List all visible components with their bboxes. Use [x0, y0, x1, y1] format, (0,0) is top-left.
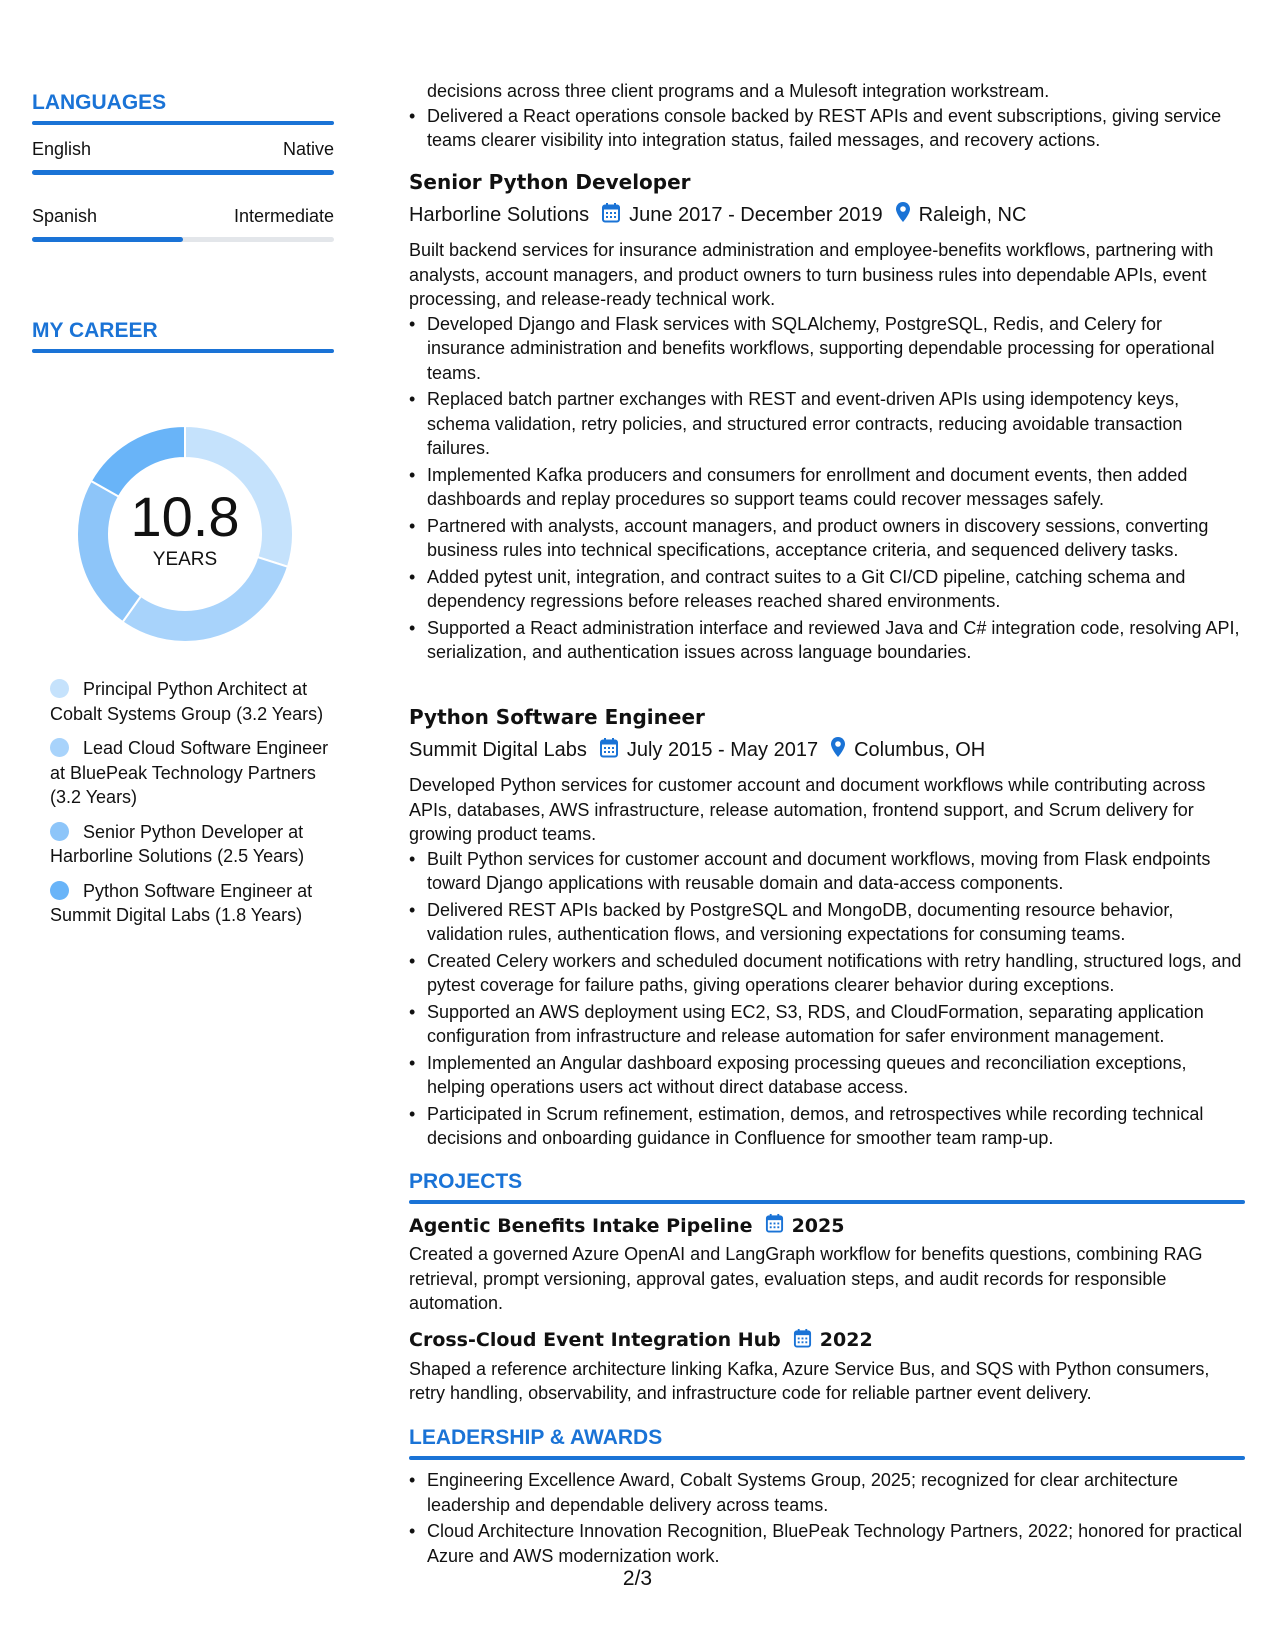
- project-description: Created a governed Azure OpenAI and LangGraph workflow for benefits questions, combining RAG retrieval, prompt versioning, approval gates, evaluation steps, and audit records for responsible automation.: [409, 1244, 1203, 1313]
- job-dates: July 2015 - May 2017: [626, 738, 819, 761]
- total-years-label: YEARS: [152, 549, 218, 570]
- list-item: • Added pytest unit, integration, and contract suites to a Git CI/CD pipeline, catching schema and dependency regressions before releases reached shared environments.: [427, 565, 1245, 614]
- job-entry: [409, 170, 1245, 667]
- continued-line: decisions across three client programs and a Mulesoft integration workstream.: [427, 81, 1050, 101]
- project-item: [409, 1213, 1245, 1316]
- project-name: Cross-Cloud Event Integration Hub: [409, 1329, 781, 1351]
- legend-item: [50, 879, 340, 928]
- language-level: Intermediate: [233, 206, 334, 226]
- legend-swatch: [50, 738, 69, 757]
- job-location: Raleigh, NC: [918, 203, 1027, 226]
- job-summary: Built backend services for insurance administration and employee-benefits workflows, partnering with analysts, account managers, and product owners to turn business rules into dependable APIs, event processing, and release-ready technical work.: [409, 240, 1214, 309]
- leadership-title: LEADERSHIP & AWARDS: [409, 1426, 663, 1449]
- job-title: Python Software Engineer: [409, 705, 705, 729]
- projects-section: [409, 1170, 1245, 1406]
- legend-label: Python Software Engineer at Summit Digital Labs (1.8 Years): [50, 880, 313, 925]
- list-item: • Delivered a React operations console backed by REST APIs and event subscriptions, giving service teams clearer visibility into integration status, failed messages, and recovery actions.: [427, 104, 1245, 153]
- list-item: • Replaced batch partner exchanges with REST and event-driven APIs using idempotency keys, schema validation, retry policies, and structured error contracts, reducing avoidable transaction failures.: [427, 387, 1245, 461]
- page-number: 2/3: [622, 1567, 653, 1590]
- map-pin-icon: [895, 201, 911, 229]
- list-item: • Supported an AWS deployment using EC2, S3, RDS, and CloudFormation, separating application configuration from infrastructure and release automation for safer environment management.: [427, 1000, 1245, 1049]
- map-pin-icon: [830, 736, 846, 764]
- list-item: • Participated in Scrum refinement, estimation, demos, and retrospectives while recording technical decisions and onboarding guidance in Confluence for smoother team ramp-up.: [427, 1102, 1245, 1151]
- job-title: Senior Python Developer: [409, 170, 691, 194]
- career-donut-chart: [65, 414, 305, 654]
- calendar-icon: [765, 1213, 784, 1238]
- calendar-icon: [601, 202, 621, 229]
- calendar-icon: [599, 737, 619, 764]
- list-item: • Partnered with analysts, account managers, and product owners in discovery sessions, converting business rules into technical specifications, acceptance criteria, and sequenced delivery tasks.: [427, 514, 1245, 563]
- bullet-list: [409, 104, 1245, 153]
- language-proficiency-bar: [32, 170, 334, 175]
- job-dates: June 2017 - December 2019: [629, 203, 883, 226]
- section-rule: [409, 1456, 1245, 1460]
- job-location: Columbus, OH: [854, 738, 986, 761]
- language-level: Native: [282, 139, 334, 159]
- project-year: 2022: [819, 1329, 873, 1351]
- languages-section: [32, 91, 334, 242]
- continued-experience: [409, 79, 1245, 155]
- job-entry: [409, 705, 1245, 1153]
- job-meta: [409, 736, 1245, 764]
- legend-label: Senior Python Developer at Harborline Solutions (2.5 Years): [50, 821, 305, 866]
- calendar-icon: [793, 1328, 812, 1353]
- legend-item: [50, 736, 340, 810]
- language-proficiency-fill: [32, 170, 334, 175]
- list-item: • Engineering Excellence Award, Cobalt Systems Group, 2025; recognized for clear architecture leadership and dependable delivery across teams.: [427, 1468, 1245, 1517]
- project-year: 2025: [791, 1214, 845, 1237]
- list-item: • Supported a React administration interface and reviewed Java and C# integration code, resolving API, serialization, and authentication issues across language boundaries.: [427, 616, 1245, 665]
- list-item: • Developed Django and Flask services with SQLAlchemy, PostgreSQL, Redis, and Celery for insurance administration and benefits workflows, supporting dependable processing for operational teams.: [427, 312, 1245, 386]
- career-title: MY CAREER: [32, 319, 158, 342]
- language-item: [32, 139, 334, 175]
- section-rule: [409, 1200, 1245, 1204]
- legend-label: Lead Cloud Software Engineer at BluePeak Technology Partners (3.2 Years): [50, 738, 329, 807]
- project-description: Shaped a reference architecture linking Kafka, Azure Service Bus, and SQS with Python consumers, retry handling, observability, and infrastructure code for reliable partner event delivery.: [409, 1358, 1210, 1403]
- language-proficiency-bar: [32, 237, 334, 242]
- leadership-section: [409, 1426, 1245, 1570]
- company-name: Harborline Solutions: [409, 203, 590, 226]
- job-meta: [409, 201, 1245, 229]
- language-name: English: [32, 139, 92, 159]
- language-item: [32, 206, 334, 242]
- list-item: • Created Celery workers and scheduled document notifications with retry handling, structured logs, and pytest coverage for failure paths, giving operations clearer behavior during exceptions.: [427, 949, 1245, 998]
- career-section: [32, 319, 334, 353]
- list-item: • Delivered REST APIs backed by PostgreSQL and MongoDB, documenting resource behavior, validation rules, authentication flows, and versioning expectations for consuming teams.: [427, 898, 1245, 947]
- list-item: • Built Python services for customer account and document workflows, moving from Flask endpoints toward Django applications with reusable domain and data-access components.: [427, 847, 1245, 896]
- career-legend: [50, 677, 340, 938]
- legend-label: Principal Python Architect at Cobalt Systems Group (3.2 Years): [50, 679, 324, 724]
- bullet-list: [409, 847, 1245, 1151]
- section-rule: [32, 349, 334, 353]
- company-name: Summit Digital Labs: [409, 738, 587, 761]
- total-years-value: 10.8: [130, 485, 240, 548]
- bullet-list: [409, 312, 1245, 665]
- language-name: Spanish: [32, 206, 98, 226]
- project-name: Agentic Benefits Intake Pipeline: [409, 1214, 753, 1237]
- legend-swatch: [50, 822, 69, 841]
- projects-title: PROJECTS: [409, 1170, 523, 1193]
- language-proficiency-fill: [32, 237, 183, 242]
- job-summary: Developed Python services for customer account and document workflows while contributing across APIs, databases, AWS infrastructure, release automation, frontend support, and Scrum delivery for growing product teams.: [409, 775, 1206, 844]
- project-item: [409, 1328, 1245, 1406]
- legend-swatch: [50, 679, 69, 698]
- list-item: • Implemented an Angular dashboard exposing processing queues and reconciliation exceptions, helping operations users act without direct database access.: [427, 1051, 1245, 1100]
- list-item: • Cloud Architecture Innovation Recognition, BluePeak Technology Partners, 2022; honored for practical Azure and AWS modernization work.: [427, 1519, 1245, 1568]
- languages-title: LANGUAGES: [32, 91, 167, 114]
- bullet-list: [409, 1468, 1245, 1568]
- legend-item: [50, 677, 340, 726]
- legend-item: [50, 820, 340, 869]
- section-rule: [32, 121, 334, 125]
- legend-swatch: [50, 881, 69, 900]
- list-item: • Implemented Kafka producers and consumers for enrollment and document events, then added dashboards and replay procedures so support teams could recover messages safely.: [427, 463, 1245, 512]
